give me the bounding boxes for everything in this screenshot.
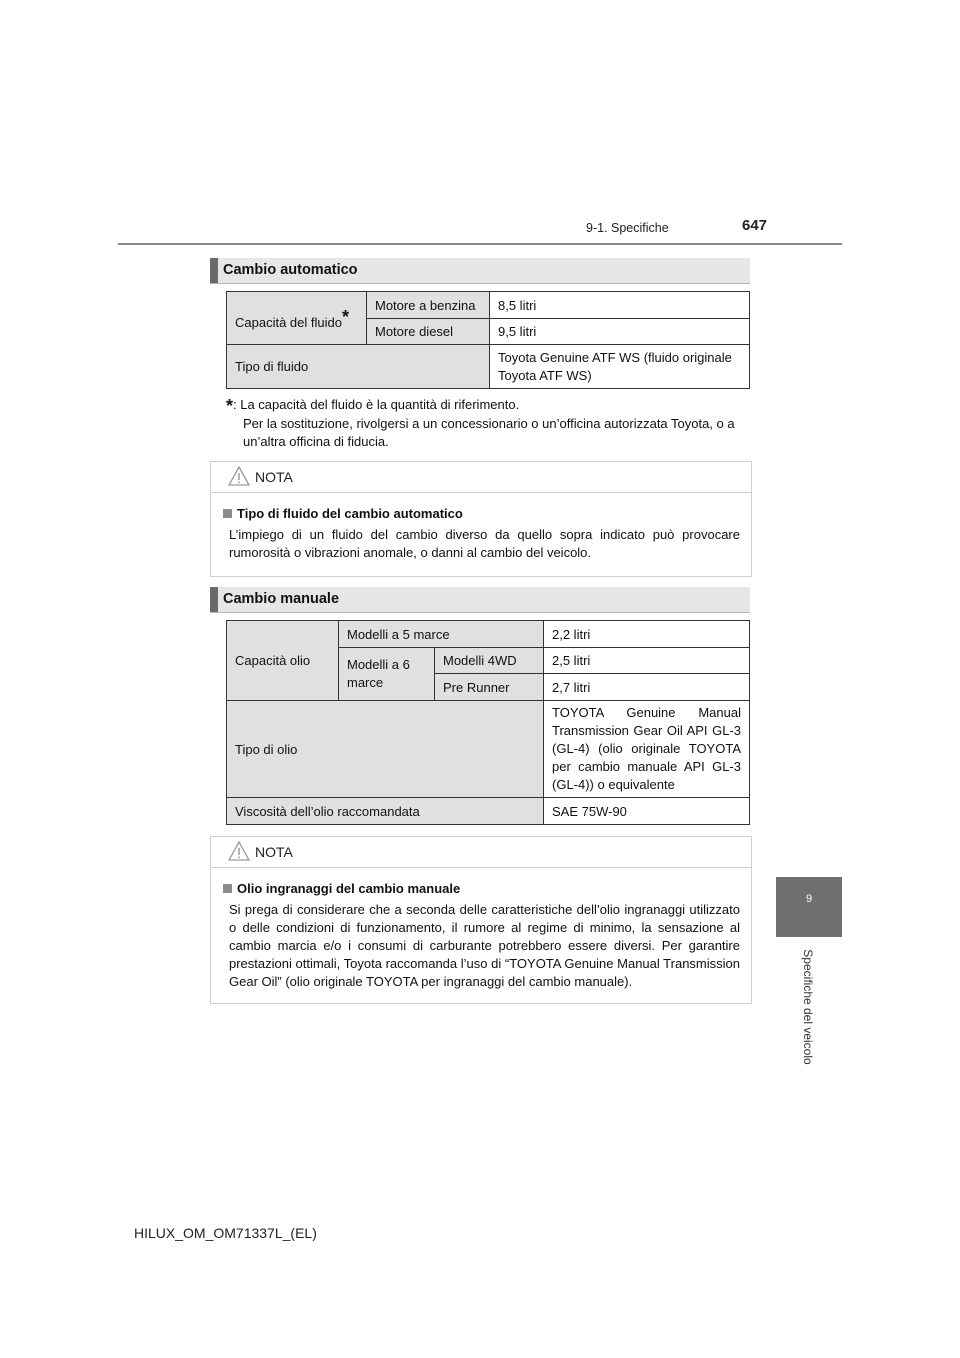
bullet-square-icon xyxy=(223,884,232,893)
nota-text: L’impiego di un fluido del cambio diverso da quello sopra indicato può provocare rumorosità o vibrazioni anomale, o danni al cambio del veicolo. xyxy=(229,527,740,560)
chapter-side-label xyxy=(797,944,819,1070)
table-row xyxy=(227,292,750,319)
oil-capacity-label: Capacità olio xyxy=(227,621,339,701)
chapter-number: 9 xyxy=(805,893,813,905)
footnote-line1: : La capacità del fluido è la quantità di riferimento. xyxy=(233,397,520,412)
manual-heading-text: Cambio manuale xyxy=(223,591,340,607)
capacity-label: Capacità del fluido xyxy=(235,314,342,330)
nota-text: Si prega di considerare che a seconda delle caratteristiche dell’olio ingranaggi utilizzato o delle condizioni di funzionamento, il rumore al regime di minimo, la sensazione al cambio marcia e/o i consumi di carburante potrebbero essere diversi. Per garantire prestazioni ottimali, Toyota raccomanda l’uso di “TOYOTA Genuine Manual Transmission Gear Oil” (olio originale TOYOTA per ingranaggi del cambio manuale). xyxy=(229,902,740,989)
manual-spec-table xyxy=(226,620,750,825)
nota-header xyxy=(211,462,751,493)
fluid-type-value: Toyota Genuine ATF WS (fluido originale Toyota ATF WS) xyxy=(490,345,750,389)
document-code: HILUX_OM_OM71337L_(EL) xyxy=(134,1225,317,1241)
footnote-star: * xyxy=(341,306,349,327)
five-speed-value: 2,2 litri xyxy=(544,621,750,648)
nota-box-automatic xyxy=(210,461,752,577)
manual-section-heading xyxy=(210,587,750,613)
nota-title: Olio ingranaggi del cambio manuale xyxy=(237,881,461,896)
header-divider xyxy=(118,243,842,245)
chapter-label: Specifiche del veicolo xyxy=(801,949,815,1065)
warning-triangle-icon xyxy=(228,841,250,861)
nota-body xyxy=(211,868,751,1003)
heading-accent-bar xyxy=(210,587,218,612)
engine-cell: Motore diesel xyxy=(367,319,490,345)
oil-type-value: TOYOTA Genuine Manual Transmission Gear Oil API GL-3 (GL-4) (olio originale TOYOTA per cambio manuale API GL-3 (GL-4)) o equivalente xyxy=(544,701,750,798)
capacity-label-cell xyxy=(227,292,367,345)
section-title: 9-1. Specifiche xyxy=(586,221,669,235)
value-cell: 2,5 litri xyxy=(544,648,750,674)
table-row xyxy=(227,798,750,825)
engine-cell: Motore a benzina xyxy=(367,292,490,319)
automatic-section-heading xyxy=(210,258,750,284)
nota-title: Tipo di fluido del cambio automatico xyxy=(237,506,463,521)
bullet-square-icon xyxy=(223,509,232,518)
automatic-spec-table xyxy=(226,291,750,389)
nota-box-manual xyxy=(210,836,752,1004)
viscosity-value: SAE 75W-90 xyxy=(544,798,750,825)
value-cell: 9,5 litri xyxy=(490,319,750,345)
model-cell: Pre Runner xyxy=(435,674,544,701)
nota-header xyxy=(211,837,751,868)
six-speed-label: Modelli a 6 marce xyxy=(339,648,435,701)
table-row xyxy=(227,345,750,389)
footnote xyxy=(226,396,751,451)
nota-body xyxy=(211,493,751,574)
oil-type-label: Tipo di olio xyxy=(227,701,544,798)
warning-triangle-icon xyxy=(228,466,250,486)
heading-accent-bar xyxy=(210,258,218,283)
value-cell: 2,7 litri xyxy=(544,674,750,701)
fluid-type-label: Tipo di fluido xyxy=(227,345,490,389)
table-row xyxy=(227,621,750,648)
chapter-tab[interactable] xyxy=(776,877,842,937)
page-number: 647 xyxy=(742,217,768,234)
value-cell: 8,5 litri xyxy=(490,292,750,319)
table-row xyxy=(227,701,750,798)
footnote-line2: Per la sostituzione, rivolgersi a un concessionario o un’officina autorizzata Toyota, o a un’altra officina di fiducia. xyxy=(243,416,735,449)
footnote-marker: * xyxy=(226,396,234,416)
five-speed-label: Modelli a 5 marce xyxy=(339,621,544,648)
nota-label: NOTA xyxy=(255,844,293,860)
model-cell: Modelli 4WD xyxy=(435,648,544,674)
nota-label: NOTA xyxy=(255,469,293,485)
automatic-heading-text: Cambio automatico xyxy=(223,262,358,278)
viscosity-label: Viscosità dell’olio raccomandata xyxy=(227,798,544,825)
